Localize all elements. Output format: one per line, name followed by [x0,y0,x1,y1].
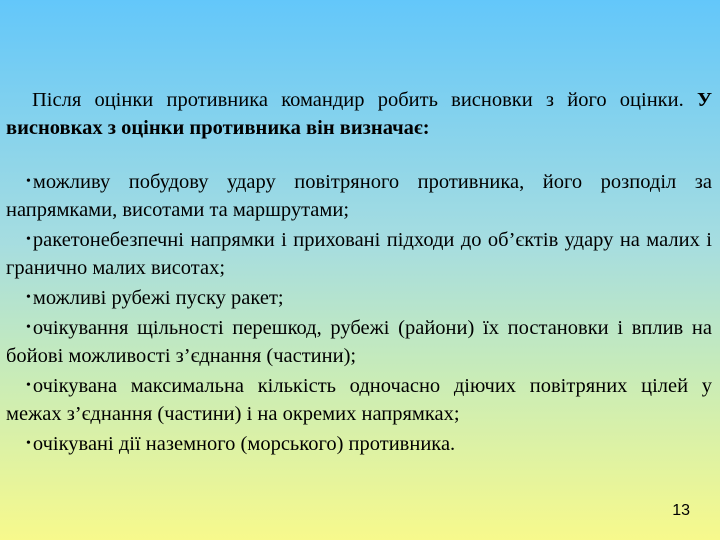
bullet-icon: • [26,232,31,247]
list-item [6,314,712,370]
list-item [6,430,712,458]
list-item-text: очікувана максимальна кількість одночасно діючих повітряних цілей у межах з’єднання (частини) і на окремих напрямках; [6,375,712,425]
list-item [6,168,712,224]
list-item-text: ракетонебезпечні напрямки і приховані підходи до об’єктів удару на малих і гранично малих висотах; [6,229,712,279]
bullet-icon: • [26,378,31,393]
list-item [6,284,712,312]
page-number: 13 [672,502,690,519]
list-item [6,372,712,428]
list-item-text: очікувані дії наземного (морського) противника. [32,433,456,455]
spacer [6,142,712,168]
list-item-text: можливу побудову удару повітряного противника, його розподіл за напрямками, висотами та маршрутами; [6,171,712,221]
bullet-icon: • [26,174,31,189]
list-item-text: можливі рубежі пуску ракет; [32,287,284,309]
bullet-icon: • [26,290,31,305]
list-item [6,226,712,282]
list-item-text: очікування щільності перешкод, рубежі (райони) їх постановки і вплив на бойові можливості з’єднання (частини); [6,317,712,367]
bullet-icon: • [26,436,31,451]
intro-text: Після оцінки противника командир робить висновки з його оцінки. [32,89,684,111]
bullet-icon: • [26,320,31,335]
intro-paragraph [6,86,712,142]
slide-body [6,86,712,460]
intro-bold-text: У висновках з оцінки противника він визначає: [6,89,713,139]
bullet-list [6,168,712,458]
